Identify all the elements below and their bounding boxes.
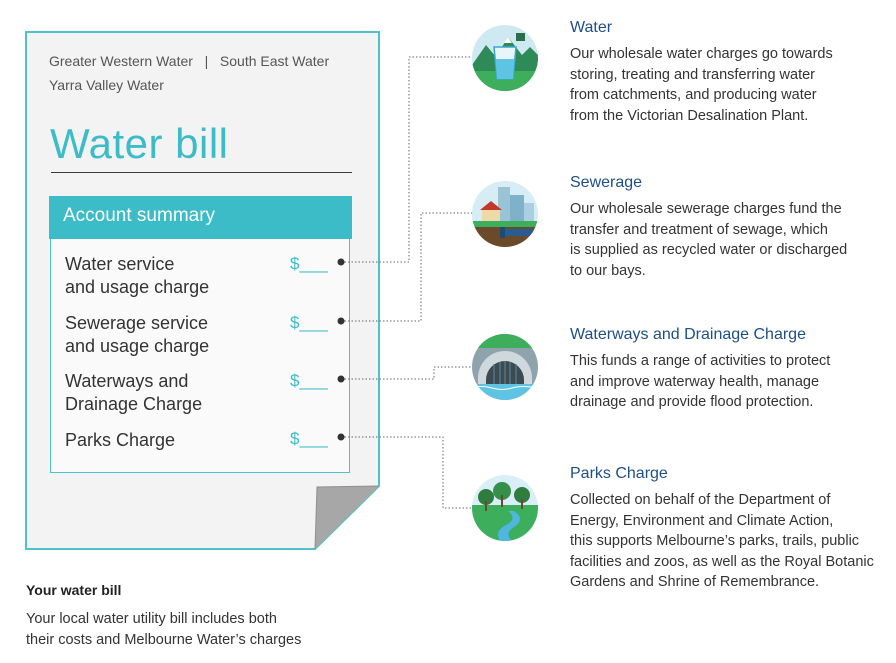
section-parks-line: Collected on behalf of the Department of [570, 492, 831, 508]
section-waterways-title: Waterways and Drainage Charge [570, 326, 806, 343]
utility-names-line1: Greater Western Water | South East Water [49, 53, 330, 69]
park-river-icon [472, 475, 538, 541]
row-sewerage-label-line1: Sewerage service [65, 313, 209, 333]
connector-dot-parks [338, 434, 345, 441]
section-water-body [570, 44, 890, 126]
section-sewerage-line: is supplied as recycled water or discharged [570, 242, 848, 258]
caption-line: Your local water utility bill includes both [26, 611, 277, 627]
section-waterways-body [570, 351, 890, 413]
drain-tunnel-icon [472, 334, 538, 400]
row-water-label-line2: and usage charge [65, 277, 210, 297]
connector-sewerage [341, 213, 473, 321]
row-sewerage-label-line2: and usage charge [65, 336, 210, 356]
caption-body [26, 609, 356, 651]
section-parks-line: Gardens and Shrine of Remembrance. [570, 574, 820, 590]
connector-dot-waterways [338, 376, 345, 383]
connector-dot-water [338, 259, 345, 266]
section-water-line: Our wholesale water charges go towards [570, 46, 833, 62]
section-sewerage-line: Our wholesale sewerage charges fund the [570, 201, 842, 217]
section-parks-line: Energy, Environment and Climate Action, [570, 512, 834, 529]
section-waterways-line: This funds a range of activities to protect [570, 353, 831, 369]
row-sewerage-amount: $___ [290, 313, 328, 332]
row-water-amount: $___ [290, 254, 328, 273]
section-sewerage-line: to our bays. [570, 262, 646, 279]
section-parks-title: Parks Charge [570, 465, 668, 482]
water-glass-icon [472, 25, 538, 91]
row-parks-label-line1: Parks Charge [65, 430, 176, 450]
caption-title: Your water bill [26, 582, 122, 598]
row-water-label-line1: Water service [65, 254, 175, 274]
section-water-title: Water [570, 19, 613, 36]
section-sewerage-line: transfer and treatment of sewage, which [570, 221, 828, 238]
section-parks-line: facilities and zoos, as well as the Royal Botanic [570, 553, 874, 570]
section-waterways-line: drainage and provide flood protection. [570, 394, 814, 410]
section-sewerage-title: Sewerage [570, 174, 643, 191]
section-water-line: from the Victorian Desalination Plant. [570, 107, 809, 124]
sewer-pipe-icon [472, 181, 538, 247]
bill-title: Water bill [50, 120, 229, 167]
section-parks-line: this supports Melbourne’s parks, trails, public [570, 533, 860, 549]
section-water-line: storing, treating and transferring water [570, 66, 816, 83]
account-summary-title: Account summary [63, 205, 216, 226]
caption-line: their costs and Melbourne Water’s charges [26, 632, 302, 648]
row-waterways-amount: $___ [290, 371, 328, 390]
connector-waterways [341, 367, 473, 379]
row-waterways-label-line2: Drainage Charge [65, 394, 203, 414]
utility-names-line2: Yarra Valley Water [49, 77, 164, 93]
section-water-line: from catchments, and producing water [570, 87, 817, 103]
connector-parks [341, 437, 473, 508]
section-parks-body [570, 490, 890, 593]
row-waterways-label-line1: Waterways and [65, 371, 189, 391]
connector-dot-sewerage [338, 318, 345, 325]
section-waterways-line: and improve waterway health, manage [570, 373, 820, 390]
connector-water [341, 57, 473, 262]
section-sewerage-body [570, 199, 890, 281]
row-parks-amount: $___ [290, 429, 328, 448]
